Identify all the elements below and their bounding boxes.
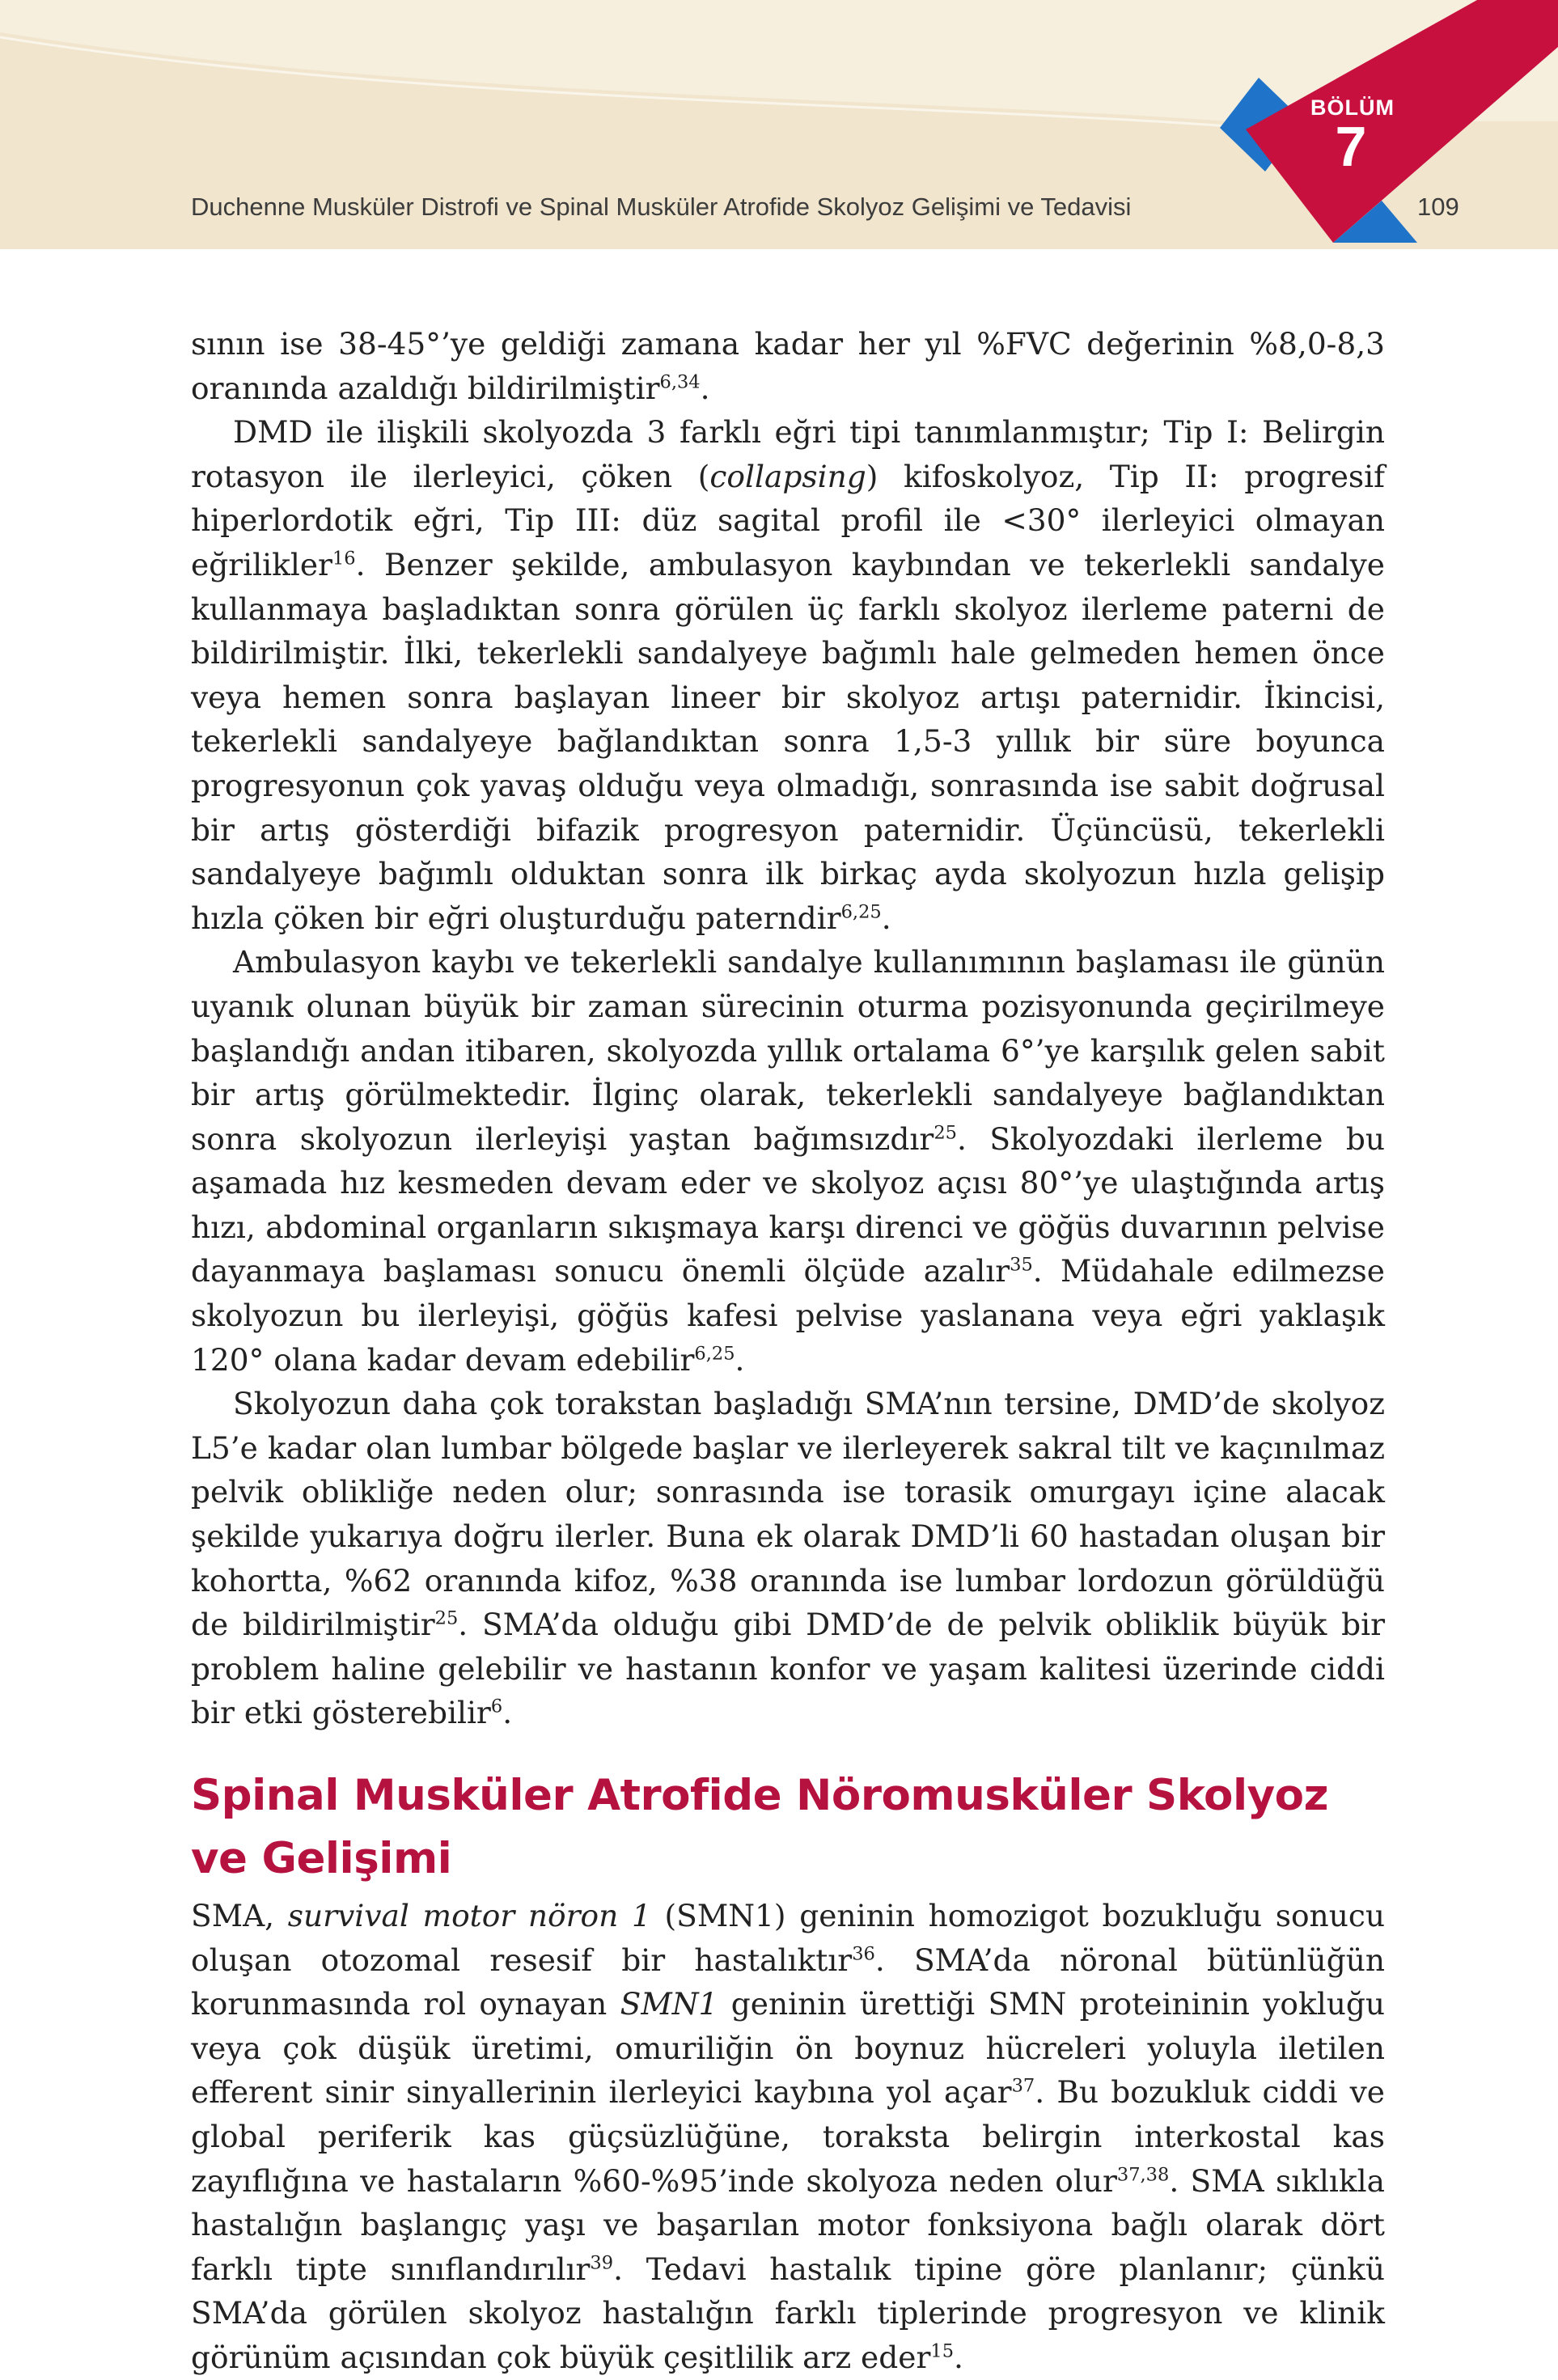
citation: 15 xyxy=(930,2340,955,2362)
paragraph-1: sının ise 38-45°’ye geldiği zamana kadar her yıl %FVC değerinin %8,0-8,3 oranında azaldığı bildirilmiştir$^{6,34}$. xyxy=(191,326,1385,406)
citation: 36 xyxy=(852,1943,875,1965)
citation: 16 xyxy=(332,548,356,570)
paragraph-4: Skolyozun daha çok torakstan başladığı SMA’nın tersine, DMD’de skolyoz L5’e kadar olan lumbar bölgede başlar ve ilerleyerek sakral tilt ve kaçınılmaz pelvik oblikliğe neden olur; sonrasında ise torasik omurgayı içine alacak şekilde yukarıya doğru ilerler. Buna ek olarak DMD’li 60 hastadan oluşan bir kohortta, %62 oranında kifoz, %38 oranında ise lumbar lordozun görüldüğü de bildirilmiştir$^{25}$. SMA’da olduğu gibi DMD’de de pelvik obliklik büyük bir problem haline gelebilir ve hastanın konfor ve yaşam kalitesi üzerinde ciddi bir etki gösterebilir$^6$. xyxy=(191,1386,1385,1731)
chapter-label: BÖLÜM xyxy=(1310,95,1395,120)
chapter-number: 7 xyxy=(1335,115,1367,178)
italic-term: collapsing xyxy=(709,458,866,494)
italic-term: SMN1 xyxy=(620,1986,718,2022)
paragraph-2: DMD ile ilişkili skolyozda 3 farklı eğri tipi tanımlanmıştır; Tip I: Belirgin rotasyon ile ilerleyici, çöken (collapsing) kifoskolyoz, Tip II: progresif hiperlordotik eğri, Tip III: düz sagital profil ile <30° ilerleyici olmayan eğrilikler$^{16}$. Benzer şekilde, ambulasyon kaybından ve tekerlekli sandalye kullanmaya başladıktan sonra görülen üç farklı skolyoz ilerleme paterni de bildirilmiştir. İlki, tekerlekli sandalyeye bağımlı hale gelmeden hemen önce veya hemen sonra başlayan lineer bir skolyoz artışı paternidir. İkincisi, tekerlekli sandalyeye bağlandıktan sonra 1,5-3 yıllık bir süre boyunca progresyonun çok yavaş olduğu veya olmadığı, sonrasında ise sabit doğrusal bir artış gösterdiği bifazik progresyon paternidir. Üçüncüsü, tekerlekli sandalyeye bağımlı olduktan sonra ilk birkaç ayda skolyozun hızla gelişip hızla çöken bir eğri oluşturduğu paterndir$^{6,25}$. xyxy=(191,414,1385,936)
citation: 37,38 xyxy=(1116,2164,1170,2186)
citation: 6,34 xyxy=(659,371,701,393)
paragraph-3: Ambulasyon kaybı ve tekerlekli sandalye kullanımının başlaması ile günün uyanık olunan büyük bir zaman sürecinin oturma pozisyonunda geçirilmeye başlandığı andan itibaren, skolyozda yıllık ortalama 6°’ye karşılık gelen sabit bir artış görülmektedir. İlginç olarak, tekerlekli sandalyeye bağlandıktan sonra skolyozun ilerleyişi yaştan bağımsızdır$^{25}$. Skolyozdaki ilerleme bu aşamada hız kesmeden devam eder ve skolyoz açısı 80°’ye ulaştığında artış hızı, abdominal organların sıkışmaya karşı direnci ve göğüs duvarının pelvise dayanmaya başlaması sonucu önemli ölçüde azalır$^{35}$. Müdahale edilmezse skolyozun bu ilerleyişi, göğüs kafesi pelvise yaslanana veya eğri yaklaşık 120° olana kadar devam edebilir$^{6,25}$. xyxy=(191,944,1385,1378)
italic-term: survival motor nöron 1 xyxy=(287,1898,651,1933)
citation: 6,25 xyxy=(840,901,882,923)
citation: 35 xyxy=(1010,1254,1033,1276)
page-body xyxy=(191,322,1385,2380)
citation: 6 xyxy=(490,1696,503,1717)
citation: 25 xyxy=(934,1122,957,1144)
citation: 39 xyxy=(590,2252,614,2274)
running-title: Duchenne Musküler Distrofi ve Spinal Musküler Atrofide Skolyoz Gelişimi ve Tedavisi xyxy=(191,193,1132,221)
section-heading: Spinal Musküler Atrofide Nöromusküler Skolyoz ve Gelişimi xyxy=(191,1771,1328,1883)
citation: 6,25 xyxy=(694,1343,735,1365)
citation: 25 xyxy=(434,1607,459,1629)
citation: 37 xyxy=(1011,2075,1035,2097)
page-number: 109 xyxy=(1417,193,1459,221)
paragraph-5: SMA, survival motor nöron 1 (SMN1) geninin homozigot bozukluğu sonucu oluşan otozomal resesif bir hastalıktır$^{36}$. SMA’da nöronal bütünlüğün korunmasında rol oynayan SMN1 geninin ürettiği SMN proteininin yokluğu veya çok düşük üretimi, omuriliğin ön boynuz hücreleri yoluyla iletilen efferent sinir sinyallerinin ilerleyici kaybına yol açar$^{37}$. Bu bozukluk ciddi ve global periferik kas güçsüzlüğüne, torakstа belirgin interkostal kas zayıflığına ve hastaların %60-%95’inde skolyoza neden olur$^{37,38}$. SMA sıklıkla hastalığın başlangıç yaşı ve başarılan motor fonksiyona bağlı olarak dört farklı tipte sınıflandırılır$^{39}$. Tedavi hastalık tipine göre planlanır; çünkü SMA’da görülen skolyoz hastalığın farklı tiplerinde progresyon ve klinik görünüm açısından çok büyük çeşitlilik arz eder$^{15}$. xyxy=(191,1898,1385,2375)
